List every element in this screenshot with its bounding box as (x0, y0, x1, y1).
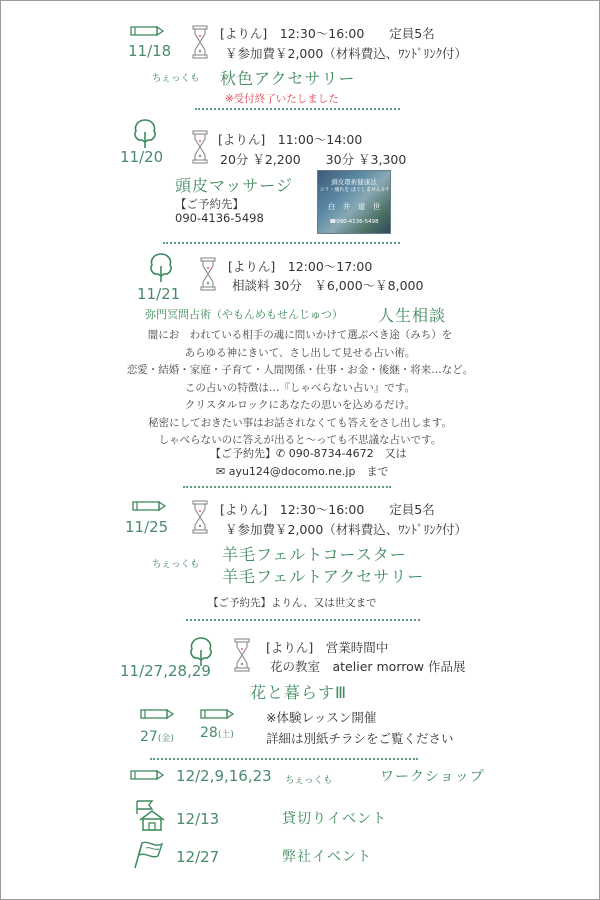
event-title: 弊社イベント (282, 849, 372, 865)
event-time: [よりん] 12:30〜16:00 定員5名 (220, 502, 435, 517)
event-title: 貸切りイベント (282, 811, 387, 827)
email-contact: ✉ ayu124@docomo.ne.jp まで (216, 465, 389, 478)
event-date: 11/18 (128, 42, 172, 60)
closed-notice: ※受付終了いたしました (225, 93, 339, 105)
divider (183, 486, 391, 488)
sub-date-28: 28(土) (200, 725, 234, 741)
trial-lesson-note: ※体験レッスン開催 (266, 710, 377, 725)
house-flag-icon (134, 798, 168, 832)
pencil-icon (132, 500, 168, 514)
divider (150, 758, 418, 760)
event-date: 12/13 (176, 810, 220, 828)
organizer-label: ちぇっくも (152, 73, 200, 84)
hourglass-icon (192, 25, 208, 59)
event-time: [よりん] 12:00〜17:00 (228, 259, 373, 274)
event-time: [よりん] 12:30〜16:00 定員5名 (220, 26, 435, 41)
event-date: 12/27 (176, 848, 220, 866)
event-date: 11/27,28,29 (120, 662, 211, 680)
tree-icon (132, 118, 158, 150)
business-card-image: 頭皮環術健康法 コリ・痛れを ほぐしませんか? 白 井 道 世 ☎090-4136-5498 (317, 170, 391, 234)
pencil-icon (200, 708, 236, 722)
event-description: 闇にお われている相手の魂に問いかけて選ぶべき途（みち）を あらゆる神にきいて、さし出して見せる占い術。 恋愛・結婚・家庭・子育て・人間関係・仕事・お金・後継・将来…など。 この占いの特徴は…『しゃべらない占い』です。 クリスタルロックにあなたの思いを込めるだけ。 秘密にしておきたい事はお話されなくても答えをさし出します。 しゃべらないのに答えが出ると〜っても不思議な占いです。 (126, 329, 474, 446)
pencil-icon (130, 25, 166, 39)
organizer-label: ちぇっくも (285, 775, 333, 786)
event-detail: 花の教室 atelier morrow 作品展 (270, 659, 466, 674)
divider (195, 108, 400, 110)
event-title: 花と暮らすⅢ (250, 683, 348, 702)
event-time: [よりん] 営業時間中 (266, 640, 389, 655)
reservation-contact: 【ご予約先】✆ 090-8734-4672 又は (210, 447, 407, 460)
phone-number: 090-4136-5498 (175, 211, 264, 225)
event-fee: ￥参加費￥2,000（材料費込、ﾜﾝﾄﾞﾘﾝｸ付） (225, 46, 468, 61)
pencil-icon (130, 769, 166, 783)
event-fee: ￥参加費￥2,000（材料費込、ﾜﾝﾄﾞﾘﾝｸ付） (225, 522, 468, 537)
event-date: 11/25 (125, 518, 169, 536)
reservation-label: 【ご予約先】 (175, 197, 244, 211)
event-title: 人生相談 (378, 306, 447, 325)
hourglass-icon (192, 130, 208, 164)
hourglass-icon (192, 500, 208, 534)
flyer-note: 詳細は別紙チラシをご覧ください (266, 731, 454, 746)
sub-date-27: 27(金) (140, 729, 174, 745)
event-title: 秋色アクセサリー (220, 69, 356, 88)
divider (186, 619, 420, 621)
organizer-label: ちぇっくも (152, 559, 200, 570)
event-title: 頭皮マッサージ (175, 176, 294, 195)
flag-icon (132, 840, 170, 870)
hourglass-icon (200, 257, 216, 291)
event-time: [よりん] 11:00〜14:00 (218, 132, 363, 147)
hourglass-icon (234, 638, 250, 672)
event-date: 12/2,9,16,23 (176, 767, 272, 785)
event-price: 20分 ￥2,200 30分 ￥3,300 (220, 152, 407, 167)
event-title-2: 羊毛フェルトアクセサリー (222, 567, 425, 586)
pencil-icon (140, 708, 176, 722)
divider (163, 242, 400, 244)
event-subtitle: 弥門冥問占術（やもんめもせんじゅつ） (145, 308, 343, 321)
reservation-info: 【ご予約先】よりん、又は世文まで (208, 597, 377, 609)
event-date: 11/20 (120, 148, 164, 166)
event-date: 11/21 (137, 285, 181, 303)
event-price: 相談料 30分 ￥6,000〜￥8,000 (232, 278, 424, 293)
tree-icon (148, 252, 174, 284)
event-title: ワークショップ (380, 769, 485, 785)
event-title: 羊毛フェルトコースター (222, 545, 407, 564)
